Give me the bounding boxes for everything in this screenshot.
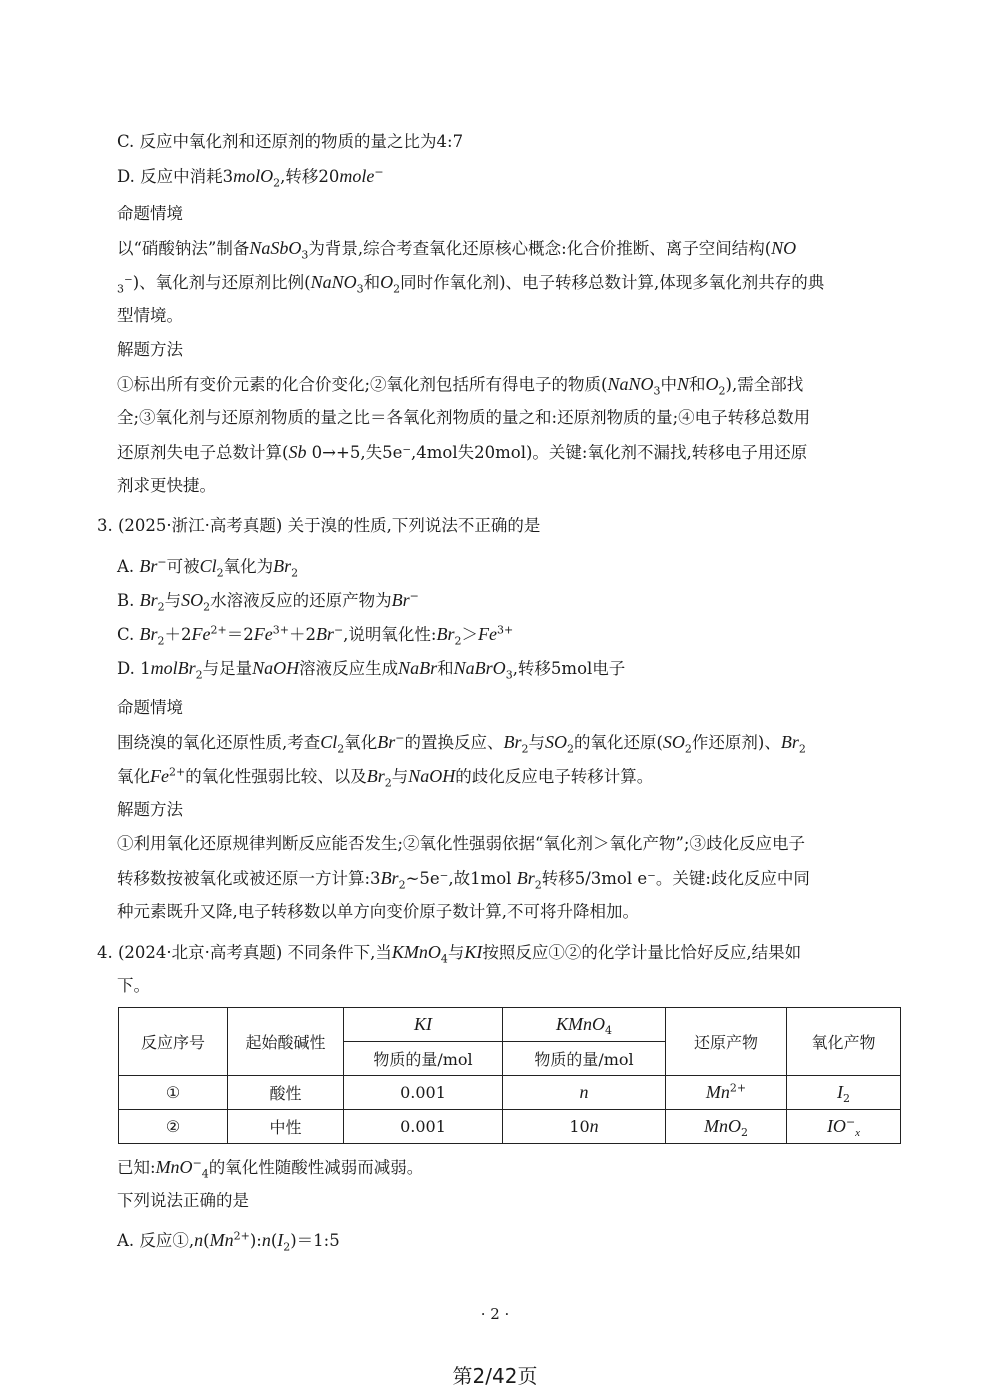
context-line: 型情境。 <box>117 306 183 325</box>
method-line: 种元素既升又降,电子转移数以单方向变价原子数计算,不可将升降相加。 <box>117 902 639 921</box>
question-ask: 下列说法正确的是 <box>117 1191 249 1210</box>
context-line: $_3$⁻)、氧化剂与还原剂比例(NaNO$_3$和$O_2$同时作氧化剂)、电子转移总数计算,体现多氧化剂共存的典 <box>117 272 825 296</box>
reaction-table <box>118 1007 901 1144</box>
method-heading: 解题方法 <box>117 340 183 359</box>
option-c: C. 反应中氧化剂和还原剂的物质的量之比为4:7 <box>117 132 464 151</box>
header-amount: 物质的量/mol <box>503 1042 666 1076</box>
table-cell: MnO$_2$ <box>666 1110 787 1144</box>
method-line: 剂求更快捷。 <box>117 476 216 495</box>
question-4-stem-cont: 下。 <box>117 976 150 995</box>
context-line: 氧化$Fe^{2+}$的氧化性强弱比较、以及$Br_2$与NaOH的歧化反应电子转移计算。 <box>117 765 654 790</box>
context-line: 围绕溴的氧化还原性质,考查$Cl_2$氧化Br−的置换反应、$Br_2$与$SO_2$的氧化还原($SO_2$作还原剂)、$Br_2$ <box>117 731 806 756</box>
method-heading: 解题方法 <box>117 800 183 819</box>
option-a: A. 反应$①,n(Mn^{2+}):n(I_2)=1:5$ <box>117 1229 340 1254</box>
option-c: C. $Br_2+2Fe^{2+}=2Fe^{3+}+2Br^-$,说明氧化性$:Br_2>Fe^{3+}$ <box>117 623 514 648</box>
table-cell: 中性 <box>228 1110 344 1144</box>
context-heading: 命题情境 <box>117 204 183 223</box>
method-line: 全;③氧化剂与还原剂物质的量之比＝各氧化剂物质的量之和:还原剂物质的量;④电子转移总数用 <box>117 408 811 427</box>
method-line: 还原剂失电子总数计算(Sb 0→+5,失5e⁻,4mol失20mol)。关键:氧化剂不漏找,转移电子用还原 <box>117 442 808 462</box>
table-cell: ② <box>119 1110 228 1144</box>
method-line: ①标出所有变价元素的化合价变化;②氧化剂包括所有得电子的物质(NaNO$_3$中N和$O_2$),需全部找 <box>117 374 804 398</box>
table-cell: $IO^-_x$ <box>787 1110 901 1144</box>
table-row <box>119 1076 901 1110</box>
table-cell: 0.001 <box>344 1076 503 1110</box>
header-reduction-product: 还原产物 <box>666 1008 787 1076</box>
option-b: B. $Br_2$与$SO_2$水溶液反应的还原产物为Br− <box>117 589 419 614</box>
table-cell: 酸性 <box>228 1076 344 1110</box>
table-cell: 10n <box>503 1110 666 1144</box>
header-kmno4: KMnO$_4$ <box>503 1008 666 1042</box>
option-d: D. 1molBr$_2$与足量NaOH溶液反应生成NaBr和NaBrO$_3$,转移5mol电子 <box>117 658 626 682</box>
option-d: D. 反应中消耗3molO$_2$,转移20mole− <box>117 165 384 190</box>
context-heading: 命题情境 <box>117 698 183 717</box>
table-cell: 0.001 <box>344 1110 503 1144</box>
table-row <box>119 1110 901 1144</box>
header-oxidation-product: 氧化产物 <box>787 1008 901 1076</box>
method-line: ①利用氧化还原规律判断反应能否发生;②氧化性强弱依据“氧化剂＞氧化产物”;③歧化反应电子 <box>117 834 805 853</box>
table-cell: n <box>503 1076 666 1110</box>
table-cell: $Mn^{2+}$ <box>666 1076 787 1110</box>
header-acidity: 起始酸碱性 <box>228 1008 344 1076</box>
page-number: · 2 · <box>480 1305 510 1323</box>
question-4-stem: 4. (2024·北京·高考真题) 不同条件下,当KMnO$_4$与KI按照反应①②的化学计量比恰好反应,结果如 <box>97 942 802 966</box>
page-footer: 第2/42页 <box>452 1364 538 1388</box>
header-ki: KI <box>344 1008 503 1042</box>
known-condition: 已知:MnO−$_4$的氧化性随酸性减弱而减弱。 <box>117 1156 424 1181</box>
method-line: 转移数按被氧化或被还原一方计算$:3Br_2\sim 5e^-$,故1mol $Br_2$转移5/3mol e⁻。关键:歧化反应中同 <box>117 868 810 892</box>
header-seq: 反应序号 <box>119 1008 228 1076</box>
table-cell: $I_2$ <box>787 1076 901 1110</box>
context-line: 以“硝酸钠法”制备NaSbO$_3$为背景,综合考查氧化还原核心概念:化合价推断、离子空间结构(NO <box>117 238 797 262</box>
option-a: A. Br−可被$Cl_2$氧化为$Br_2$ <box>117 555 299 580</box>
header-amount: 物质的量/mol <box>344 1042 503 1076</box>
question-3-stem: 3. (2025·浙江·高考真题) 关于溴的性质,下列说法不正确的是 <box>97 516 541 535</box>
table-cell: ① <box>119 1076 228 1110</box>
